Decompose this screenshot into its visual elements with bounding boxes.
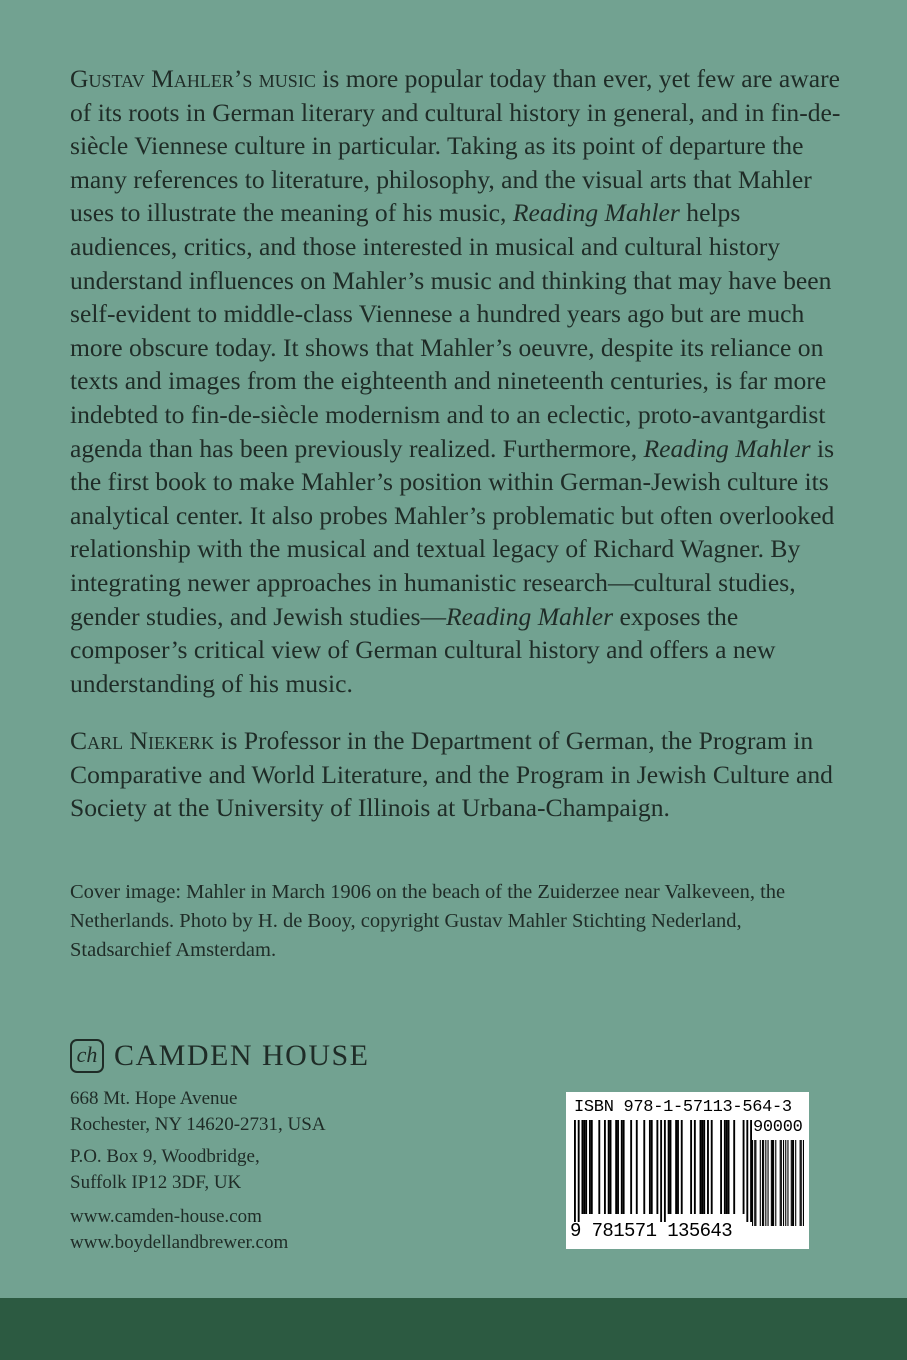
barcode-bar-3 xyxy=(583,1120,585,1214)
author-name: Carl Niekerk xyxy=(70,726,214,755)
barcode-bar-4 xyxy=(585,1120,587,1214)
barcode-bar-17 xyxy=(791,1140,792,1226)
barcode-bar-37 xyxy=(726,1120,728,1214)
barcode-bar-41 xyxy=(746,1120,748,1222)
book-title-3: Reading Mahler xyxy=(446,601,614,631)
barcode-bar-13 xyxy=(781,1140,782,1226)
barcode-bar-33 xyxy=(707,1120,709,1214)
isbn-barcode xyxy=(566,1092,809,1249)
isbn-label: ISBN 978-1-57113-564-3 xyxy=(574,1098,792,1117)
barcode-bar-13 xyxy=(621,1120,623,1214)
barcode-bar-12 xyxy=(617,1120,619,1214)
addon-bars xyxy=(752,1140,804,1226)
description-text-1: is more popular today than ever, yet few are aware of its roots in German literary and cultural history in general, and in fin-de-siècle Viennese culture in particular. Taking as its point of departure the many references to literature, philosophy, and the visual arts that Mahler uses to illustrate the meaning of his music, xyxy=(70,64,841,228)
barcode-bar-19 xyxy=(651,1120,653,1214)
barcode-bar-16 xyxy=(636,1120,638,1214)
barcode-bar-6 xyxy=(591,1120,593,1214)
uk-address xyxy=(70,1144,400,1196)
barcode-bar-20 xyxy=(656,1120,658,1214)
description-paragraph xyxy=(70,62,842,700)
barcode-bar-9 xyxy=(608,1120,610,1214)
publisher-name: CAMDEN HOUSE xyxy=(114,1039,370,1072)
barcode-bar-31 xyxy=(701,1120,703,1214)
barcode-bar-11 xyxy=(775,1140,776,1226)
us-address-line-2: Rochester, NY 14620-2731, USA xyxy=(70,1114,326,1135)
barcode-bar-28 xyxy=(690,1120,692,1214)
website-camden-house[interactable]: www.camden-house.com xyxy=(70,1206,262,1227)
barcode-bar-32 xyxy=(703,1120,705,1214)
description-text-2: helps audiences, critics, and those interested in musical and cultural history understand influences on Mahler’s music and thinking that may have been self-evident to middle-class Viennese a hundred years ago but are much more obscure today. It shows that Mahler’s oeuvre, despite its reliance on texts and images from the eighteenth and nineteenth centuries, is far more indebted to fin-de-siècle modernism and to an eclectic, proto-avantgardist agenda than has been previously realized. Furthermore, xyxy=(70,198,832,463)
barcode-bar-5 xyxy=(763,1140,764,1226)
book-title-2: Reading Mahler xyxy=(643,433,811,463)
footer-band xyxy=(0,1298,907,1360)
website-boydell-brewer[interactable]: www.boydellandbrewer.com xyxy=(70,1232,289,1253)
barcode-bar-14 xyxy=(783,1140,784,1226)
us-address xyxy=(70,1086,400,1138)
barcode-bar-36 xyxy=(724,1120,726,1214)
barcode-bar-10 xyxy=(773,1140,774,1226)
barcode-bar-5 xyxy=(589,1120,591,1214)
barcode-bar-19 xyxy=(793,1140,794,1226)
barcode-bar-34 xyxy=(711,1120,713,1214)
barcode-bar-17 xyxy=(643,1120,645,1214)
barcode-bar-14 xyxy=(623,1120,625,1214)
description-text-4: exposes the composer’s critical view of German cultural history and offers a new understanding of his music. xyxy=(70,601,776,698)
barcode-bar-11 xyxy=(615,1120,617,1214)
barcode-bar-23 xyxy=(803,1140,804,1226)
barcode-bar-10 xyxy=(610,1120,612,1214)
barcode-bar-15 xyxy=(630,1120,632,1214)
barcode-bar-2 xyxy=(581,1120,583,1214)
uk-address-line-2: Suffolk IP12 3DF, UK xyxy=(70,1172,242,1193)
barcode-bar-2 xyxy=(755,1140,756,1226)
barcode-bar-8 xyxy=(771,1140,772,1226)
us-address-line-1: 668 Mt. Hope Avenue xyxy=(70,1088,238,1109)
barcode-bar-25 xyxy=(675,1120,677,1214)
barcode-bar-7 xyxy=(598,1120,600,1214)
barcode-bar-0 xyxy=(752,1140,753,1226)
cover-image-credit: Cover image: Mahler in March 1906 on the beach of the Zuiderzee near Valkeveen, the Netherlands. Photo by H. de Booy, copyright Gustav Mahler Stichting Nederland, Stadsarchief Amsterdam. xyxy=(70,881,786,961)
author-bio xyxy=(70,724,842,825)
websites xyxy=(70,1204,400,1256)
barcode-bar-9 xyxy=(772,1140,773,1226)
description-lead: Gustav Mahler’s music xyxy=(70,64,316,93)
barcode-bar-0 xyxy=(574,1120,576,1222)
barcode-bar-6 xyxy=(765,1140,766,1226)
barcode-bar-16 xyxy=(787,1140,788,1226)
author-bio-text: is Professor in the Department of German, the Program in Comparative and World Literature, and the Program in Jewish Culture and Society at the University of Illinois at Urbana-Champaign. xyxy=(70,726,833,823)
barcode-bar-23 xyxy=(668,1120,670,1214)
barcode-bar-1 xyxy=(578,1120,580,1222)
barcode-bar-24 xyxy=(670,1120,672,1214)
barcode-bar-18 xyxy=(649,1120,651,1214)
barcode-bar-20 xyxy=(795,1140,796,1226)
barcode-bar-26 xyxy=(677,1120,679,1214)
description-text-3: is the first book to make Mahler’s position within German-Jewish culture its analytical center. It also probes Mahler’s problematic but often overlooked relationship with the musical and textual legacy of Richard Wagner. By integrating newer approaches in humanistic research—cultural studies, gender studies, and Jewish studies— xyxy=(70,433,835,631)
barcode-bar-18 xyxy=(792,1140,793,1226)
barcode-bar-1 xyxy=(754,1140,755,1226)
book-title-1: Reading Mahler xyxy=(512,198,680,228)
camden-house-logo-icon: ch xyxy=(70,1039,104,1073)
barcode-bar-22 xyxy=(664,1120,666,1222)
barcode-bar-21 xyxy=(800,1140,801,1226)
barcode-bar-35 xyxy=(720,1120,722,1214)
uk-address-line-1: P.O. Box 9, Woodbridge, xyxy=(70,1146,260,1167)
barcode-bar-38 xyxy=(728,1120,730,1214)
barcode-bar-15 xyxy=(785,1140,786,1226)
barcode-bar-22 xyxy=(801,1140,802,1226)
barcode-bar-29 xyxy=(694,1120,696,1214)
barcode-bar-4 xyxy=(762,1140,763,1226)
barcode-bar-21 xyxy=(660,1120,662,1222)
publisher-logo-block xyxy=(70,1036,370,1076)
barcode-bar-39 xyxy=(733,1120,735,1214)
barcode-bar-30 xyxy=(700,1120,702,1214)
barcode-bar-27 xyxy=(681,1120,683,1214)
barcode-bar-7 xyxy=(767,1140,768,1226)
ean13-bars xyxy=(574,1120,752,1222)
barcode-bar-40 xyxy=(743,1120,745,1214)
barcode-bar-12 xyxy=(780,1140,781,1226)
barcode-bar-8 xyxy=(604,1120,606,1214)
barcode-bar-3 xyxy=(760,1140,761,1226)
addon-digits: 90000 xyxy=(753,1118,803,1137)
ean-digits: 9 781571 135643 xyxy=(570,1220,733,1242)
